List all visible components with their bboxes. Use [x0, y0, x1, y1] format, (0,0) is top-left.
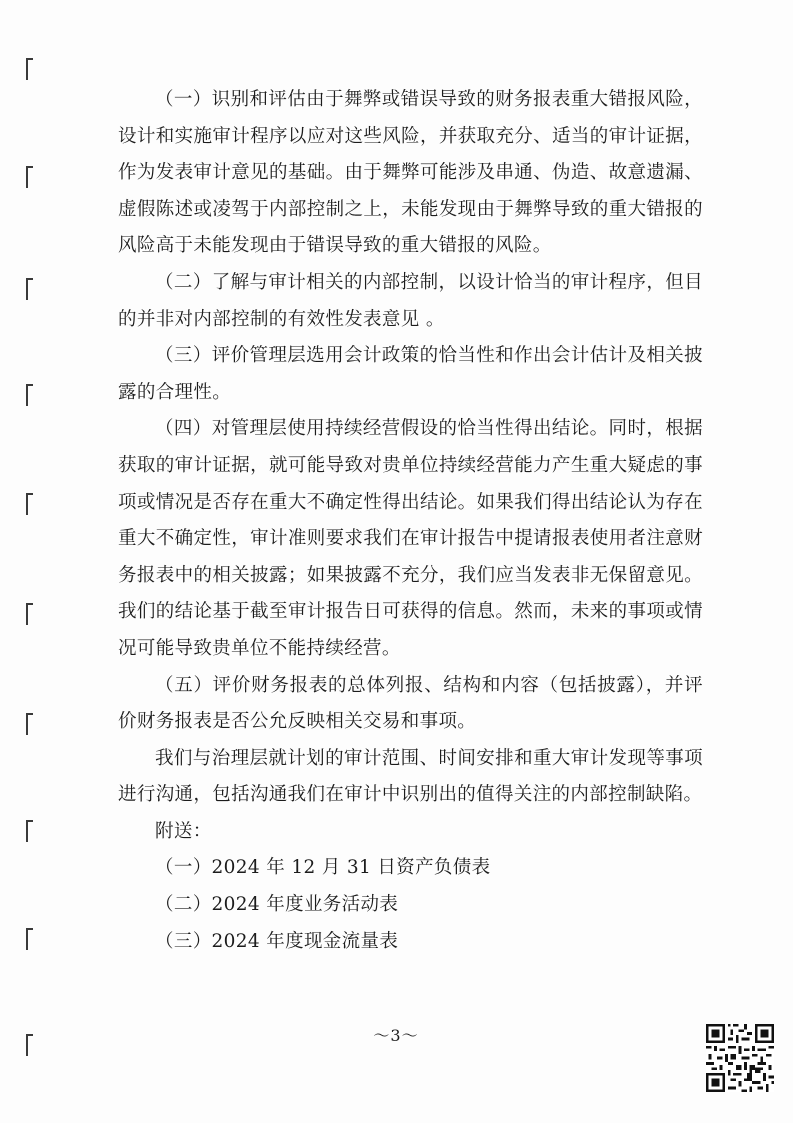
- binding-mark: [26, 166, 33, 188]
- paragraph-internal-control: （二）了解与审计相关的内部控制，以设计恰当的审计程序，但目的并非对内部控制的有效性发表意见 。: [118, 271, 703, 330]
- binding-mark: [26, 493, 33, 515]
- qr-code-icon: [706, 1024, 774, 1092]
- binding-mark: [26, 713, 33, 735]
- paragraph-risk-assessment: （一）识别和评估由于舞弊或错误导致的财务报表重大错报风险，设计和实施审计程序以应对这些风险，并获取充分、适当的审计证据，作为发表审计意见的基础。由于舞弊可能涉及串通、伪造、故意遗漏、虚假陈述或凌驾于内部控制之上，未能发现由于舞弊导致的重大错报的风险高于未能发现由于错误导致的重大错报的风险。: [118, 89, 703, 257]
- attachment-activity-statement: （二）2024 年度业务活动表: [155, 894, 399, 916]
- binding-mark: [26, 1034, 33, 1056]
- paragraph-going-concern: （四）对管理层使用持续经营假设的恰当性得出结论。同时，根据获取的审计证据，就可能导致对贵单位持续经营能力产生重大疑虑的事项或情况是否存在重大不确定性得出结论。如果我们得出结论认为存在重大不确定性，审计准则要求我们在审计报告中提请报表使用者注意财务报表中的相关披露；如果披露不充分，我们应当发表非无保留意见。我们的结论基于截至审计报告日可获得的信息。然而，未来的事项或情况可能导致贵单位不能持续经营。: [118, 418, 703, 659]
- paragraph-governance-communication: 我们与治理层就计划的审计范围、时间安排和重大审计发现等事项进行沟通，包括沟通我们在审计中识别出的值得关注的内部控制缺陷。: [118, 747, 703, 806]
- paragraph-presentation: （五）评价财务报表的总体列报、结构和内容（包括披露），并评价财务报表是否公允反映相关交易和事项。: [118, 674, 703, 733]
- binding-mark: [26, 603, 33, 625]
- binding-mark: [26, 928, 33, 950]
- document-body: [118, 82, 703, 960]
- binding-marks: [26, 0, 38, 1123]
- binding-mark: [26, 820, 33, 842]
- page-number: ～3～: [373, 1026, 419, 1045]
- binding-mark: [26, 58, 33, 80]
- paragraph-accounting-policies: （三）评价管理层选用会计政策的恰当性和作出会计估计及相关披露的合理性。: [118, 345, 703, 403]
- attachments-heading: 附送：: [155, 820, 212, 842]
- attachment-balance-sheet: （一）2024 年 12 月 31 日资产负债表: [155, 857, 491, 879]
- binding-mark: [26, 384, 33, 406]
- binding-mark: [26, 278, 33, 300]
- attachment-cash-flow-statement: （三）2024 年度现金流量表: [155, 930, 399, 952]
